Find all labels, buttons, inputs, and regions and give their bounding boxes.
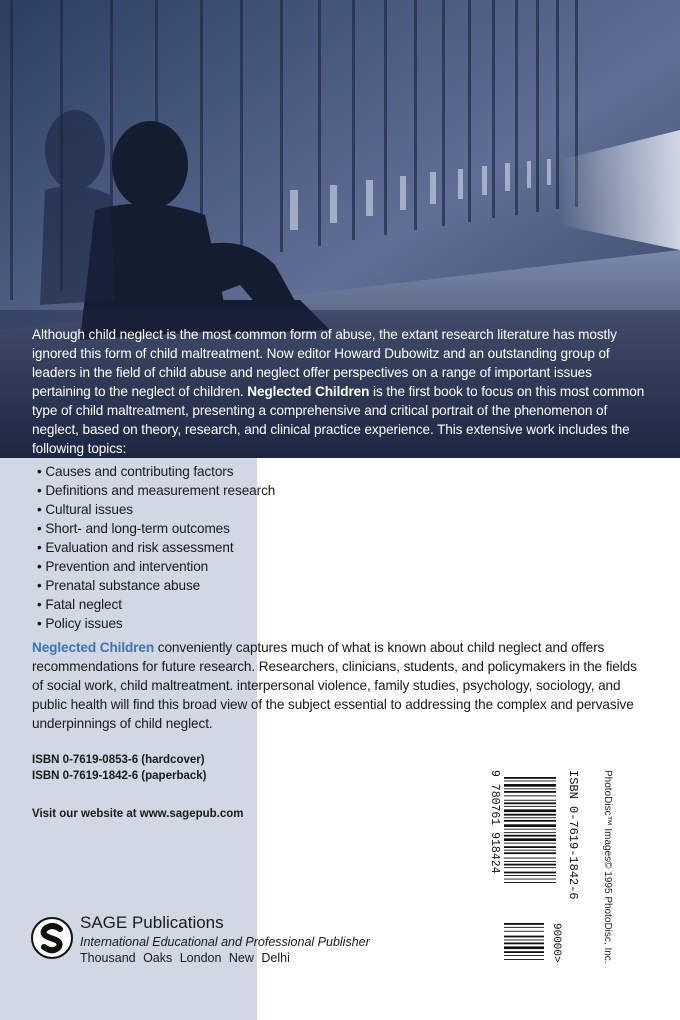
publisher-tagline: International Educational and Professional Publisher bbox=[80, 935, 370, 949]
isbn-paperback: ISBN 0-7619-1842-6 (paperback) bbox=[32, 770, 207, 782]
conclusion-book-title: Neglected Children bbox=[32, 640, 155, 655]
intro-book-title: Neglected Children bbox=[247, 384, 370, 399]
photo-credit bbox=[601, 768, 619, 968]
topic-item: • Short- and long-term outcomes bbox=[37, 519, 437, 538]
publisher-cities: Thousand Oaks London New Delhi bbox=[80, 951, 290, 965]
topic-item: • Prevention and intervention bbox=[37, 557, 437, 576]
publisher-name: SAGE Publications bbox=[80, 913, 224, 932]
sage-s-logo-icon bbox=[31, 917, 73, 959]
conclusion-paragraph: Neglected Children conveniently captures much of what is known about child neglect and offers recommendations for future research. Researchers, clinicians, students, and policymakers in the fields of social work, child maltreatment. interpersonal violence, family studies, psychology, sociology, and public health will find this broad view of the subject essential to addressing the complex and pervasive underpinnings of child neglect. bbox=[32, 640, 637, 731]
topic-item: • Fatal neglect bbox=[37, 595, 437, 614]
barcode-addon: 90000> bbox=[550, 923, 562, 963]
topic-item: • Policy issues bbox=[37, 614, 437, 633]
topic-item: • Definitions and measurement research bbox=[37, 481, 437, 500]
intro-paragraph: Although child neglect is the most common form of abuse, the extant research literature has mostly ignored this form of child maltreatment. Now editor Howard Dubowitz and an outstanding group of leaders in the field of child abuse and neglect offer perspectives on a range of important issues pertaining to the neglect of children. Neglected Children is the first book to focus on this most common type of child maltreatment, presenting a comprehensive and critical portrait of the phenomenon of neglect, based on theory, research, and clinical practice experience. This extensive work includes the following topics: bbox=[32, 327, 645, 456]
topic-item: • Causes and contributing factors bbox=[37, 462, 437, 481]
barcode bbox=[484, 765, 584, 983]
website-link[interactable]: Visit our website at www.sagepub.com bbox=[32, 808, 244, 820]
barcode-digits: 9 780761 918424 bbox=[488, 770, 501, 874]
topic-item: • Evaluation and risk assessment bbox=[37, 538, 437, 557]
topic-item: • Prenatal substance abuse bbox=[37, 576, 437, 595]
svg-text:PhotoDisc™ Images© 1995 PhotoD: PhotoDisc™ Images© 1995 PhotoDisc, Inc. bbox=[602, 770, 613, 964]
barcode-isbn: ISBN 0-7619-1842-6 bbox=[566, 770, 580, 900]
isbn-hardcover: ISBN 0-7619-0853-6 (hardcover) bbox=[32, 754, 205, 766]
topic-item: • Cultural issues bbox=[37, 500, 437, 519]
barcode-bars bbox=[504, 777, 556, 960]
topics-list bbox=[37, 462, 437, 633]
